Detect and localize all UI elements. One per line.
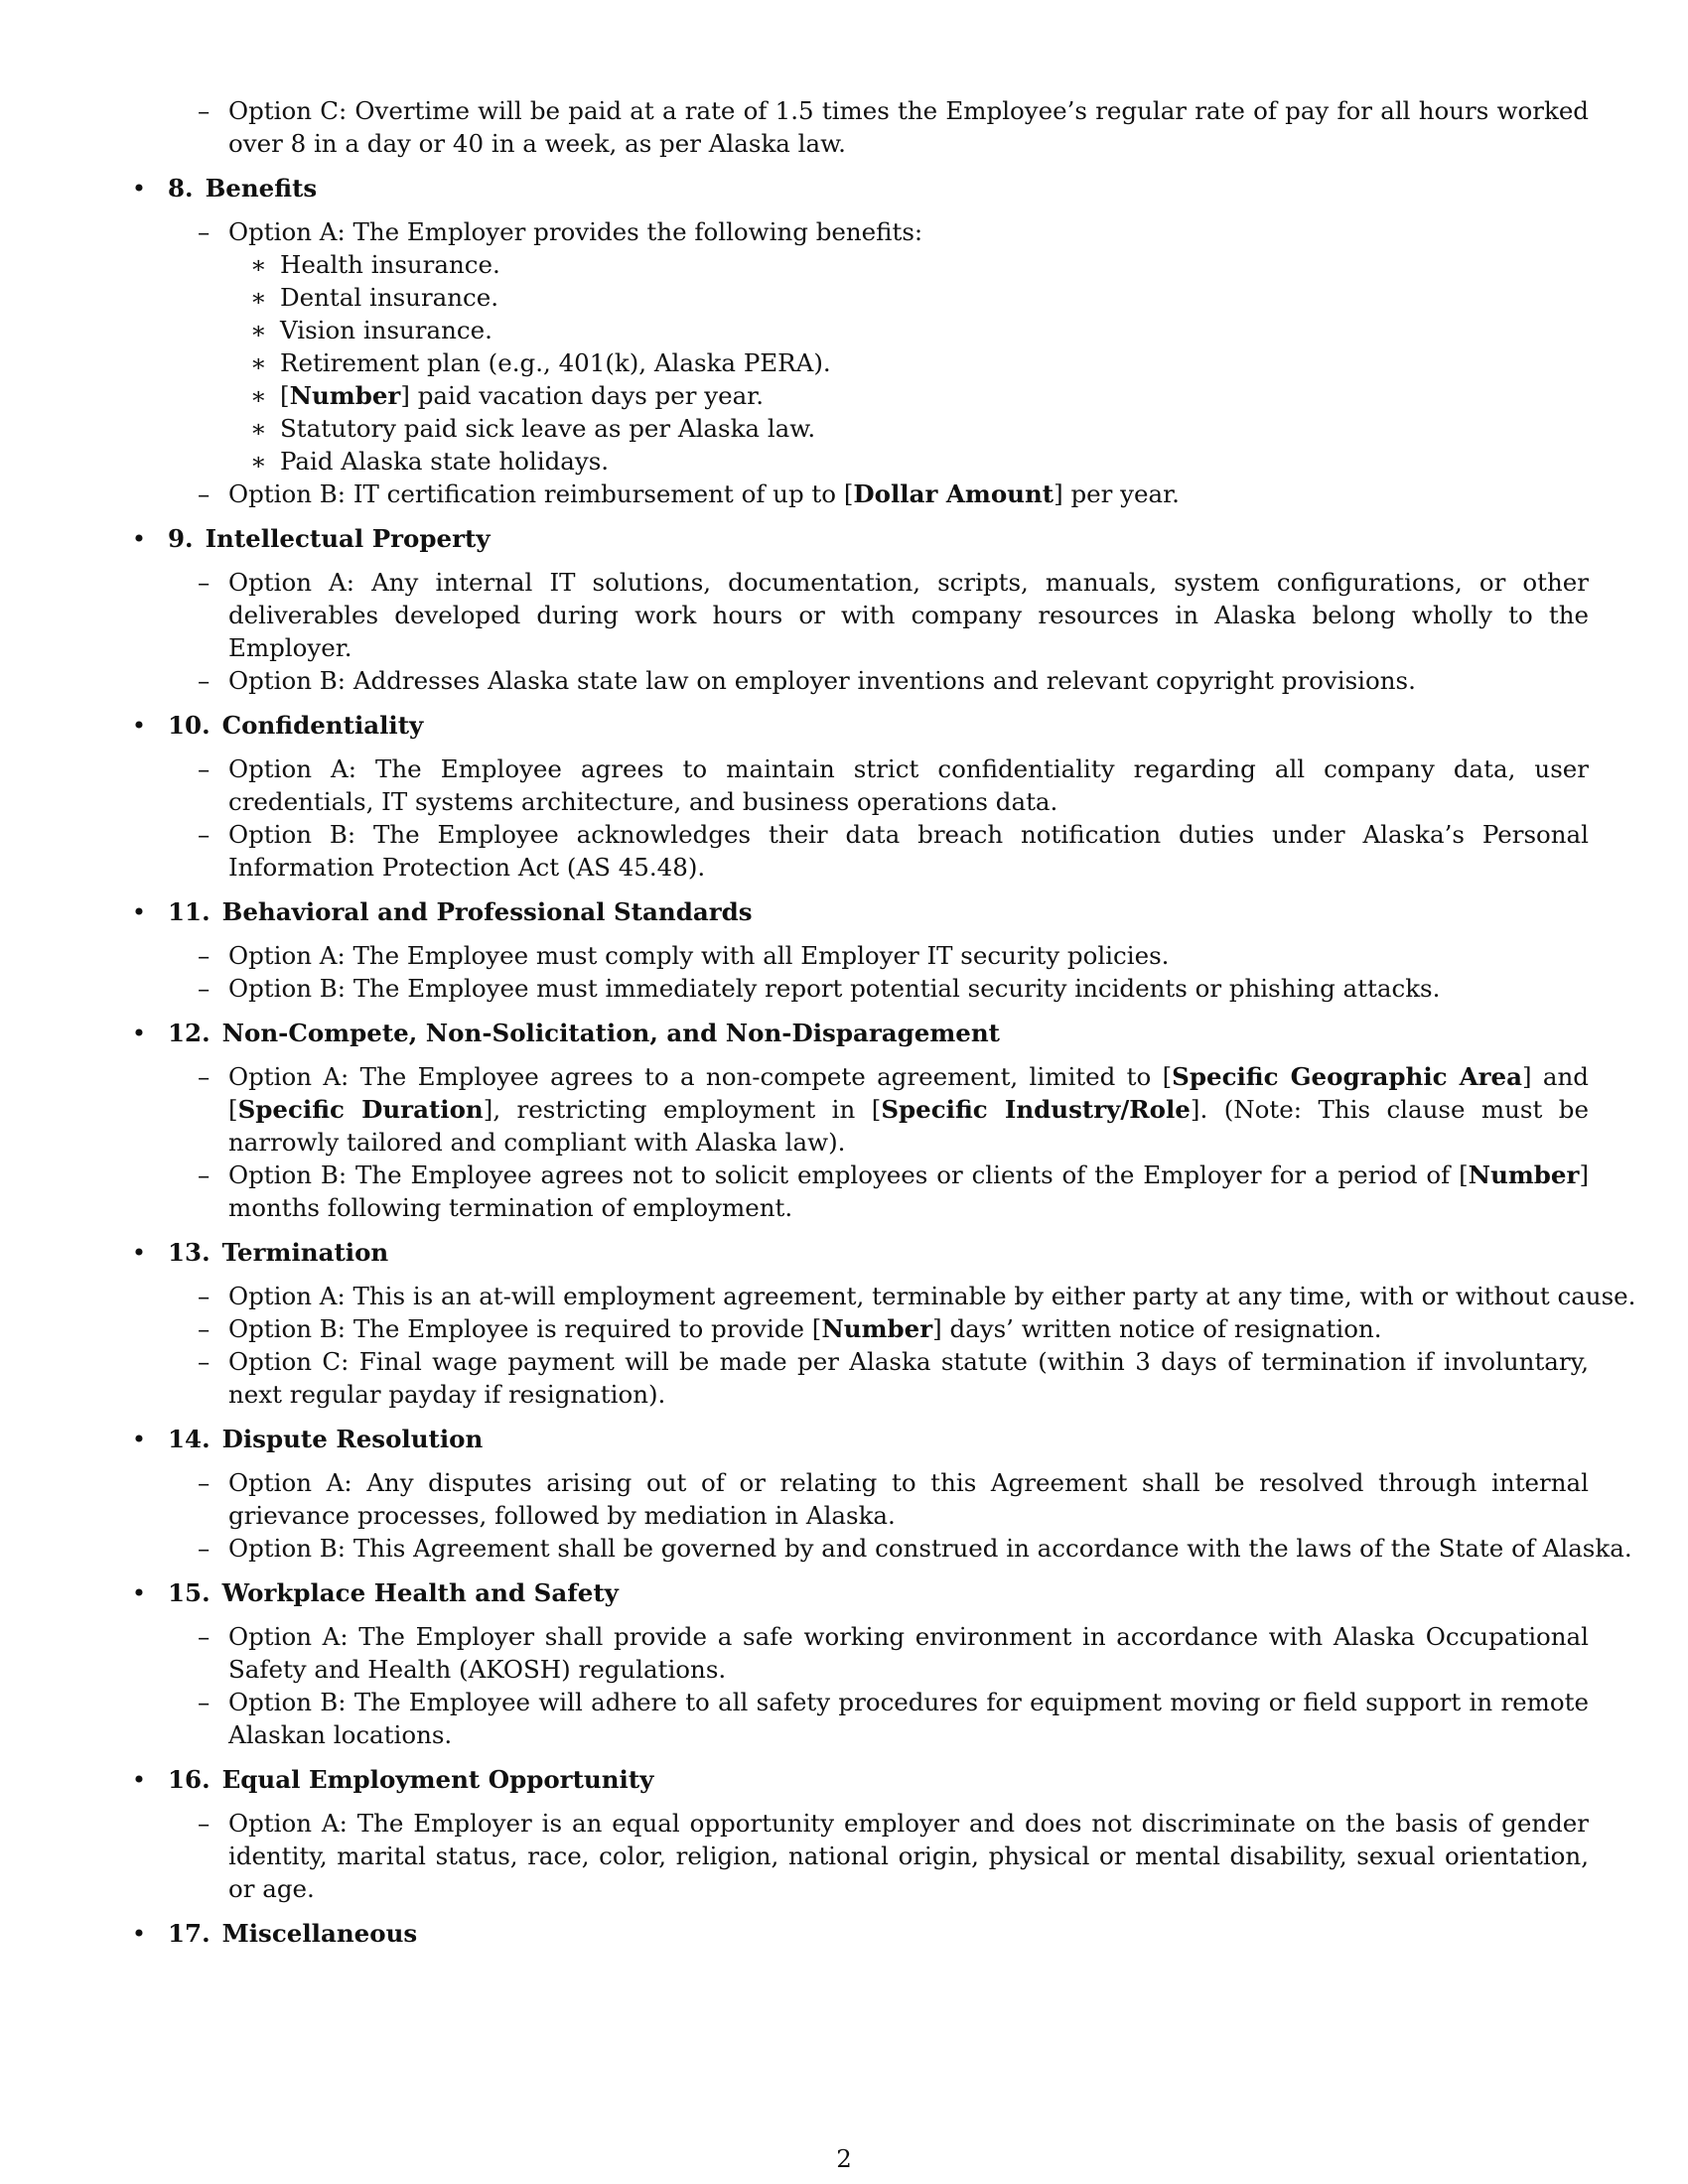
- placeholder-number: Number: [289, 381, 401, 410]
- section-number: 17.: [168, 1919, 211, 1948]
- dash-marker: –: [198, 1688, 211, 1716]
- option-text: Option A: The Employee must comply with all Employer IT security policies.: [228, 941, 1170, 970]
- bullet-marker: •: [131, 1238, 147, 1267]
- list-item: [129, 248, 1589, 281]
- option-item: [129, 1280, 1636, 1312]
- placeholder-number: Number: [821, 1314, 933, 1343]
- option-item: [129, 1466, 1589, 1532]
- placeholder-geographic-area: Specific Geographic Area: [1172, 1062, 1523, 1091]
- dash-marker: –: [198, 1534, 211, 1563]
- section-heading: [129, 1423, 1589, 1455]
- section-heading: [129, 1763, 1589, 1796]
- dash-marker: –: [198, 1282, 211, 1310]
- option-text: Option A: The Employee agrees to a non-compete agreement, limited to: [228, 1062, 1163, 1091]
- list-item: [129, 346, 1589, 379]
- dash-marker: –: [198, 1468, 211, 1497]
- option-text: Option C: Overtime will be paid at a rate of 1.5 times the Employee’s regular rate of pay for all hours worked over 8 in a day or 40 in a week, as per Alaska law.: [228, 96, 1589, 158]
- bracket: [: [280, 381, 290, 410]
- benefit-text: Dental insurance.: [280, 283, 499, 312]
- dash-marker: –: [198, 217, 211, 246]
- list-item: [129, 281, 1589, 314]
- option-text: Option B: The Employee must immediately report potential security incidents or phishing attacks.: [228, 974, 1441, 1003]
- bracket: ]: [1054, 479, 1063, 508]
- section-title: Equal Employment Opportunity: [221, 1765, 654, 1794]
- option-item: [129, 1686, 1589, 1751]
- section-confidentiality: [129, 709, 1589, 884]
- section-title: Benefits: [205, 174, 318, 203]
- option-text: Option A: This is an at-will employment agreement, terminable by either party at any time, with or without cause.: [228, 1282, 1636, 1310]
- bracket: ]: [483, 1095, 493, 1124]
- section-miscellaneous: [129, 1917, 1589, 1950]
- section-title: Dispute Resolution: [221, 1425, 484, 1453]
- section-heading: [129, 172, 1589, 205]
- section-title: Confidentiality: [221, 711, 424, 740]
- list-item: [129, 314, 1589, 346]
- section-equal-employment: [129, 1763, 1589, 1905]
- bracket: [: [1162, 1062, 1173, 1091]
- dash-marker: –: [198, 568, 211, 597]
- option-item: [129, 94, 1589, 160]
- option-item: [129, 1532, 1632, 1565]
- bracket: ]: [1522, 1062, 1532, 1091]
- star-marker: ∗: [250, 316, 267, 344]
- option-text: Option B: IT certification reimbursement of up to: [228, 479, 844, 508]
- option-text: Option B: The Employee is required to provide: [228, 1314, 812, 1343]
- section-behavioral-standards: [129, 895, 1589, 1005]
- benefit-text: Statutory paid sick leave as per Alaska law.: [280, 414, 816, 443]
- dash-marker: –: [198, 1622, 211, 1651]
- list-item: [129, 412, 1589, 445]
- bullet-marker: •: [131, 174, 147, 203]
- list-item: [129, 445, 1589, 478]
- bracket: [: [843, 479, 854, 508]
- bracket: [: [1459, 1160, 1469, 1189]
- section-number: 14.: [168, 1425, 211, 1453]
- dash-marker: –: [198, 941, 211, 970]
- dash-marker: –: [198, 96, 211, 125]
- option-text: Option C: Final wage payment will be made per Alaska statute (within 3 days of termination if involuntary, next regular payday if resignation).: [228, 1347, 1589, 1409]
- section-health-safety: [129, 1576, 1589, 1751]
- option-text: per year.: [1062, 479, 1180, 508]
- placeholder-dollar-amount: Dollar Amount: [853, 479, 1055, 508]
- section-benefits: [129, 172, 1589, 510]
- section-termination: [129, 1236, 1636, 1411]
- bullet-marker: •: [131, 1425, 147, 1453]
- section-intellectual-property: [129, 522, 1589, 697]
- star-marker: ∗: [250, 283, 267, 312]
- section-title: Intellectual Property: [205, 524, 491, 553]
- section-dispute-resolution: [129, 1423, 1632, 1565]
- option-item: [129, 1807, 1589, 1905]
- dash-marker: –: [198, 1347, 211, 1376]
- bullet-marker: •: [131, 711, 147, 740]
- option-item: [129, 478, 1589, 510]
- bullet-marker: •: [131, 1019, 147, 1047]
- option-item: [129, 939, 1589, 972]
- bracket: [: [228, 1095, 238, 1124]
- benefit-text: Health insurance.: [280, 250, 500, 279]
- option-text: Option B: This Agreement shall be governed by and construed in accordance with the laws of the State of Alaska.: [228, 1534, 1632, 1563]
- document-page: [129, 94, 1636, 1962]
- option-text: Option A: Any disputes arising out of or relating to this Agreement shall be resolved through internal grievance processes, followed by mediation in Alaska.: [228, 1468, 1589, 1530]
- option-text: . (Note: This clause must be narrowly tailored and compliant with Alaska law).: [228, 1095, 1589, 1157]
- bullet-marker: •: [131, 897, 147, 926]
- benefit-text: paid vacation days per year.: [417, 381, 764, 410]
- option-item: [129, 972, 1589, 1005]
- section-title: Behavioral and Professional Standards: [221, 897, 753, 926]
- section-heading: [129, 1236, 1589, 1269]
- option-item: [129, 1159, 1589, 1224]
- section-number: 16.: [168, 1765, 211, 1794]
- dash-marker: –: [198, 974, 211, 1003]
- section-title: Miscellaneous: [221, 1919, 418, 1948]
- option-item: [129, 566, 1589, 664]
- benefits-list: [129, 248, 1589, 478]
- bracket: ]: [932, 1314, 942, 1343]
- section-heading: [129, 1576, 1589, 1609]
- bullet-marker: •: [131, 1919, 147, 1948]
- option-item: [129, 818, 1589, 884]
- option-item: [129, 664, 1589, 697]
- option-text: months following termination of employment.: [228, 1193, 793, 1222]
- placeholder-number: Number: [1468, 1160, 1580, 1189]
- section-number: 11.: [168, 897, 211, 926]
- option-text: Option B: The Employee acknowledges their data breach notification duties under Alaska’s Personal Information Protection Act (AS 45.48).: [228, 820, 1589, 882]
- bullet-marker: •: [131, 1765, 147, 1794]
- placeholder-industry-role: Specific Industry/Role: [881, 1095, 1191, 1124]
- dash-marker: –: [198, 1809, 211, 1838]
- section-title: Workplace Health and Safety: [221, 1578, 619, 1607]
- section-number: 13.: [168, 1238, 211, 1267]
- section-7-continuation: [129, 94, 1589, 160]
- section-heading: [129, 895, 1589, 928]
- dash-marker: –: [198, 479, 211, 508]
- section-heading: [129, 709, 1589, 742]
- bracket: ]: [400, 381, 410, 410]
- dash-marker: –: [198, 1160, 211, 1189]
- option-text: Option B: Addresses Alaska state law on employer inventions and relevant copyright provisions.: [228, 666, 1416, 695]
- section-number: 15.: [168, 1578, 211, 1607]
- star-marker: ∗: [250, 250, 267, 279]
- option-item: [129, 1312, 1589, 1345]
- option-text: and: [1531, 1062, 1589, 1091]
- section-non-compete: [129, 1017, 1589, 1224]
- benefit-text: Retirement plan (e.g., 401(k), Alaska PERA).: [280, 348, 831, 377]
- option-text: Option B: The Employee agrees not to solicit employees or clients of the Employer for a period of: [228, 1160, 1460, 1189]
- option-text: Option B: The Employee will adhere to all safety procedures for equipment moving or field support in remote Alaskan locations.: [228, 1688, 1589, 1749]
- section-heading: [129, 1917, 1589, 1950]
- benefit-text: Paid Alaska state holidays.: [280, 447, 610, 476]
- bullet-marker: •: [131, 1578, 147, 1607]
- list-item: [129, 379, 1589, 412]
- option-text: Option A: Any internal IT solutions, documentation, scripts, manuals, system configurations, or other deliverables developed during work hours or with company resources in Alaska belong wholly to the Employer.: [228, 568, 1589, 662]
- option-item: [129, 1620, 1589, 1686]
- benefit-text: Vision insurance.: [280, 316, 492, 344]
- option-text: Option A: The Employee agrees to maintain strict confidentiality regarding all company data, user credentials, IT systems architecture, and business operations data.: [228, 754, 1589, 816]
- bullet-marker: •: [131, 524, 147, 553]
- placeholder-duration: Specific Duration: [237, 1095, 484, 1124]
- section-number: 12.: [168, 1019, 211, 1047]
- option-item: [129, 752, 1589, 818]
- section-number: 9.: [168, 524, 194, 553]
- option-text: Option A: The Employer provides the following benefits:: [228, 217, 923, 246]
- option-item: [129, 215, 1589, 248]
- dash-marker: –: [198, 820, 211, 849]
- option-item: [129, 1345, 1589, 1411]
- option-text: Option A: The Employer shall provide a safe working environment in accordance with Alaska Occupational Safety and Health (AKOSH) regulations.: [228, 1622, 1589, 1684]
- star-marker: ∗: [250, 414, 267, 443]
- star-marker: ∗: [250, 381, 267, 410]
- star-marker: ∗: [250, 348, 267, 377]
- bracket: ]: [1190, 1095, 1200, 1124]
- option-text: days’ written notice of resignation.: [941, 1314, 1382, 1343]
- bracket: [: [871, 1095, 882, 1124]
- page-number: 2: [836, 2144, 852, 2173]
- section-heading: [129, 522, 1589, 555]
- dash-marker: –: [198, 1314, 211, 1343]
- bracket: [: [811, 1314, 822, 1343]
- star-marker: ∗: [250, 447, 267, 476]
- dash-marker: –: [198, 666, 211, 695]
- section-heading: [129, 1017, 1589, 1049]
- option-text: , restricting employment in: [492, 1095, 872, 1124]
- section-title: Termination: [221, 1238, 389, 1267]
- dash-marker: –: [198, 1062, 211, 1091]
- option-item: [129, 1060, 1589, 1159]
- bracket: ]: [1579, 1160, 1589, 1189]
- section-number: 10.: [168, 711, 211, 740]
- section-number: 8.: [168, 174, 194, 203]
- option-text: Option A: The Employer is an equal opportunity employer and does not discriminate on the basis of gender identity, marital status, race, color, religion, national origin, physical or mental disability, sexual orientation, or age.: [228, 1809, 1589, 1903]
- dash-marker: –: [198, 754, 211, 783]
- section-title: Non-Compete, Non-Solicitation, and Non-Disparagement: [221, 1019, 1000, 1047]
